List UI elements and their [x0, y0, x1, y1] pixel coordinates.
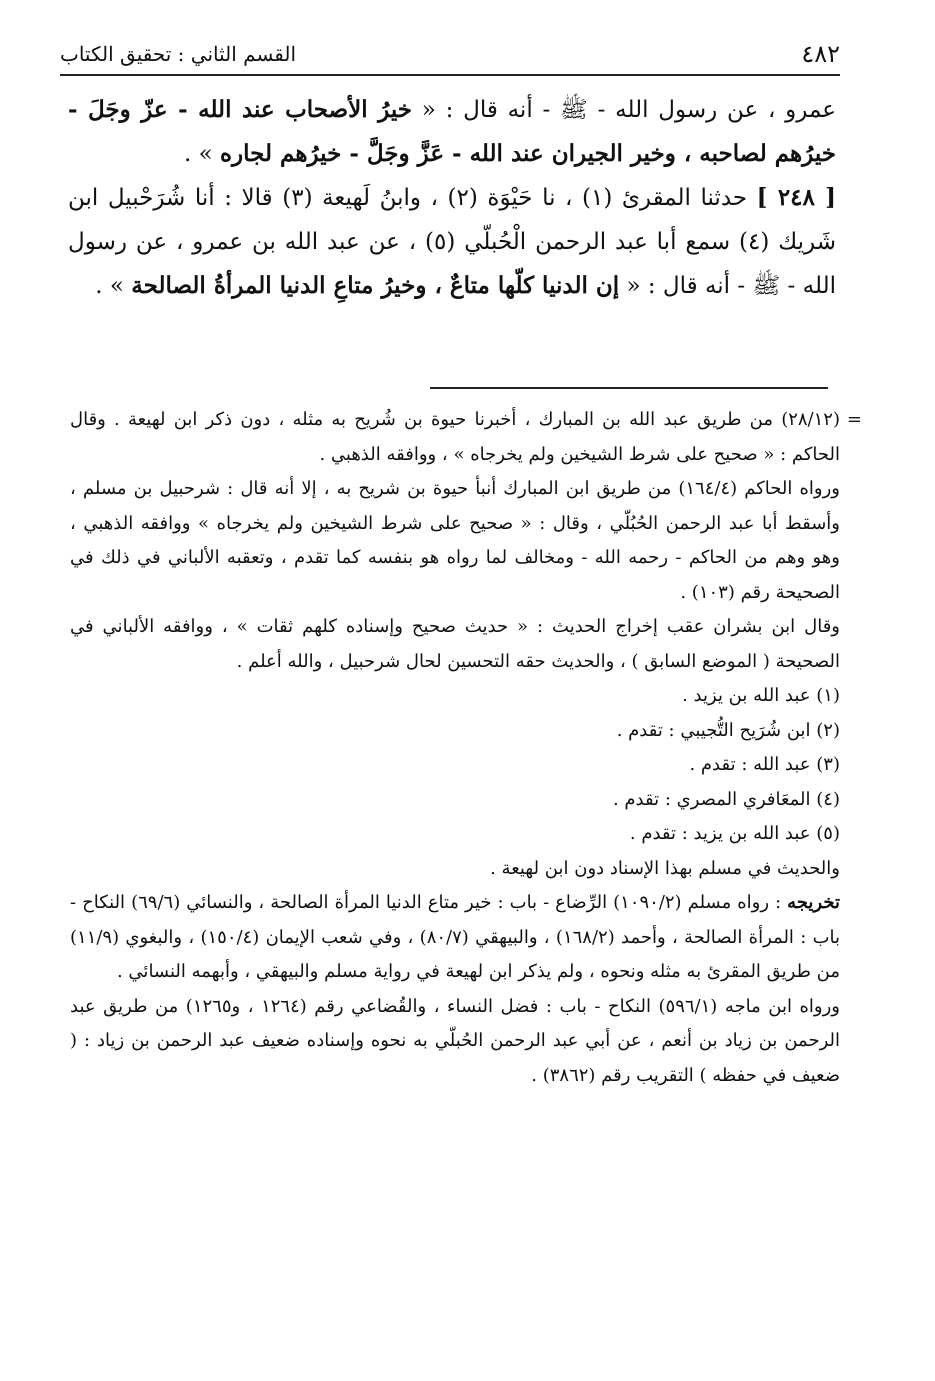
- note-paragraph-3: وقال ابن بشران عقب إخراج الحديث : « حديث صحيح وإسناده كلهم ثقات » ، ووافقه الألباني في الصحيحة ( الموضع السابق ) ، والحديث حقه التحسين لحال شرحبيل ، والله أعلم .: [70, 616, 840, 672]
- footnote-5: (٥) عبد الله بن يزيد : تقدم .: [629, 823, 840, 844]
- page-header: [60, 40, 840, 70]
- p1-suffix: » .: [183, 141, 220, 167]
- footnote-2: (٢) ابن شُرَيح التُّجيبي : تقدم .: [616, 719, 840, 741]
- p2-isnad: حدثنا المقرئ (١) ، نا حَيْوَة (٢) ، وابنُ لَهيعة (٣) قالا : أنا شُرَحْبيل ابن شَريك (٤) سمع أبا عبد الرحمن الْحُبلّي (٥) ، عن عبد الله بن عمرو ، عن رسول الله - ﷺ - أنه قال : «: [68, 185, 836, 299]
- footnote-1: (١) عبد الله بن يزيد .: [682, 685, 840, 706]
- hadith-number: [ ٢٤٨ ]: [756, 184, 837, 211]
- footnote-5-extra: والحديث في مسلم بهذا الإسناد دون ابن لهيعة .: [490, 857, 840, 879]
- note-paragraph-last: ورواه ابن ماجه (٥٩٦/١) النكاح - باب : فضل النساء ، والقُضاعي رقم (١٢٦٤ ، و١٢٦٥) من طريق عبد الرحمن بن زياد بن أنعم ، عن أبي عبد الرحمن الحُبلّي به نحوه وإسناده ضعيف عبد الرحمن بن زياد : ( ضعيف في حفظه ) التقريب رقم (٣٨٦٢) .: [70, 995, 840, 1086]
- continuation-mark: =: [846, 409, 862, 430]
- note-paragraph-1: (٢٨/١٢) من طريق عبد الله بن المبارك ، أخبرنا حيوة بن شُريح به مثله ، دون ذكر ابن لهيعة . وقال الحاكم : « صحيح على شرط الشيخين ولم يخرجاه » ، ووافقه الذهبي .: [70, 409, 840, 465]
- footnote-3: (٣) عبد الله : تقدم .: [689, 754, 840, 775]
- takhrij-label: تخريجه: [787, 892, 840, 913]
- main-text: [68, 88, 836, 308]
- takhrij-text: : رواه مسلم (١٠٩٠/٢) الرِّضاع - باب : خير متاع الدنيا المرأة الصالحة ، والنسائي (٦٩/٦) النكاح - باب : المرأة الصالحة ، وأحمد (١٦٨/٢) ، والبيهقي (٨٠/٧) ، وفي شعب الإيمان (١٥٠/٤) ، والبغوي (١١/٩) من طريق المقرئ به مثله ونحوه ، ولم يذكر ابن لهيعة في رواية مسلم والبيهقي ، وأبهمه النسائي .: [70, 892, 841, 982]
- p2-suffix: » .: [95, 273, 132, 299]
- note-paragraph-2: ورواه الحاكم (١٦٤/٤) من طريق ابن المبارك أنبأ حيوة بن شريح به ، إلا أنه قال : شرحبيل بن مسلم ، وأسقط أبا عبد الرحمن الحُبُلّي ، وقال : « صحيح على شرط الشيخين ولم يخرجاه » ووافقه الذهبي ، وهو وهم من الحاكم - رحمه الله - ومخالف لما رواه هو بنفسه كما تقدم ، وتعقبه الألباني في ذلك في الصحيحة رقم (١٠٣) .: [70, 478, 840, 603]
- main-paragraph-2: [68, 176, 836, 308]
- main-paragraph-1: [68, 88, 836, 176]
- footnote-separator: [430, 387, 828, 389]
- p1-prefix: عمرو ، عن رسول الله - ﷺ - أنه قال : «: [411, 97, 836, 123]
- footnote-4: (٤) المعَافري المصري : تقدم .: [612, 788, 840, 810]
- takhrij-paragraph: [70, 886, 840, 990]
- page-number: ٤٨٢: [801, 40, 840, 68]
- footnotes: [70, 403, 862, 1093]
- running-title: القسم الثاني : تحقيق الكتاب: [60, 42, 297, 66]
- p2-hadith-text: إن الدنيا كلّها متاعٌ ، وخيرُ متاعِ الدنيا المرأةُ الصالحة: [131, 272, 620, 299]
- p1-hadith-text: خيرُ الأصحاب عند الله - عزّ وجَلَ - خيرُهم لصاحبه ، وخير الجيران عند الله - عَزَّ وجَلَّ - خيرُهم لجاره: [68, 96, 836, 167]
- header-rule: [60, 74, 840, 76]
